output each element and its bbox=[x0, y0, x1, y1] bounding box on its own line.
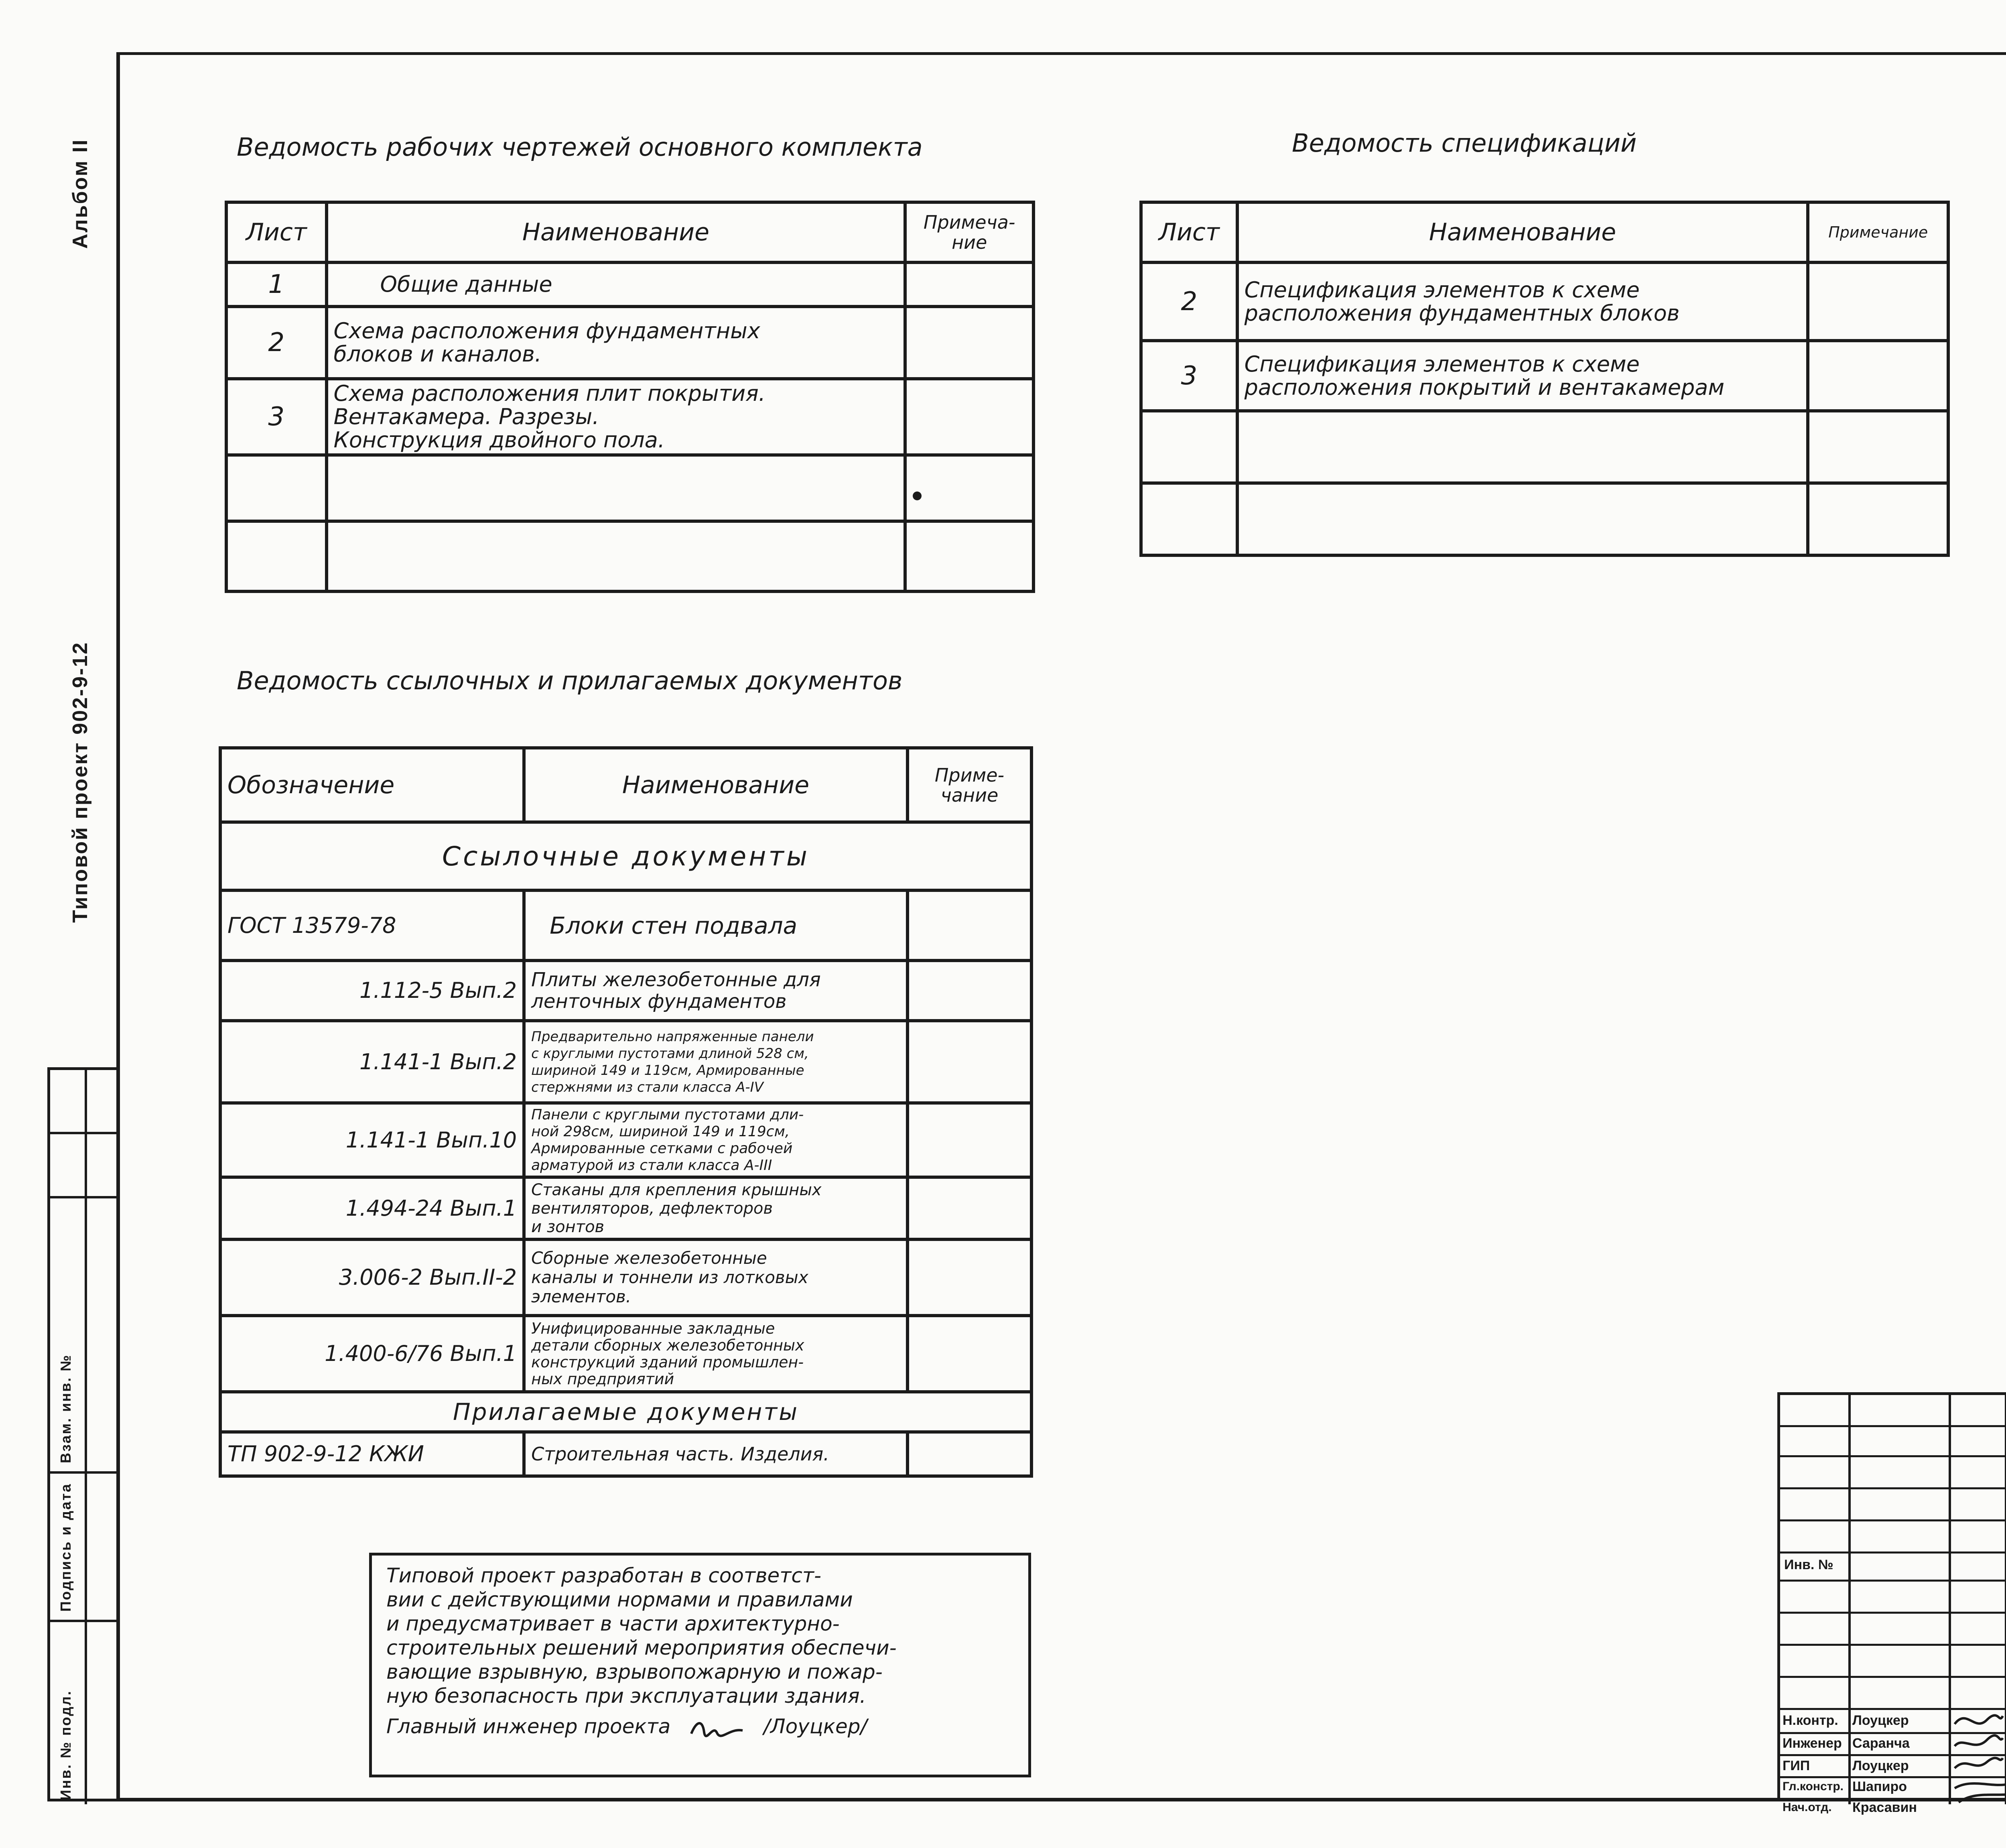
table-row bbox=[1141, 411, 1948, 483]
note-box bbox=[369, 1553, 1031, 1777]
header-note: Примеча- ние bbox=[905, 202, 1033, 262]
staff-role: ГИП bbox=[1783, 1758, 1810, 1773]
table-row: 1.141-1 Вып.10 Панели с круглыми пустотами дли- ной 298см, шириной 149 и 119см, Армированные сетками с рабочей арматурой из стали класса А-III bbox=[220, 1103, 1031, 1177]
title-block bbox=[1777, 1392, 2006, 1815]
section-reference-docs: Ссылочные документы bbox=[220, 822, 1031, 890]
staff-role: Нач.отд. bbox=[1783, 1801, 1832, 1814]
table-row: 1.494-24 Вып.1 Стаканы для крепления крышных вентиляторов, дефлекторов и зонтов bbox=[220, 1177, 1031, 1239]
header-name: Наименование bbox=[524, 748, 908, 822]
table-row: ТП 902-9-12 КЖИ Строительная часть. Изделия. bbox=[220, 1432, 1031, 1476]
staff-name: Саранча bbox=[1852, 1736, 1910, 1751]
signatures-scribbles bbox=[1951, 1708, 2006, 1804]
inv-number-label: Инв. № bbox=[1784, 1557, 1833, 1572]
staff-role: Инженер bbox=[1783, 1736, 1842, 1751]
signature-scribble bbox=[689, 1716, 745, 1740]
stamp-inv-orig: Инв. № подл. bbox=[57, 1690, 74, 1800]
header-sheet: Лист bbox=[226, 202, 327, 262]
chief-engineer-name: /Лоуцкер/ bbox=[763, 1715, 867, 1738]
drawings-list-table bbox=[225, 201, 1035, 593]
table-row: 3 Спецификация элементов к схеме расположения покрытий и вентакамерам bbox=[1141, 341, 1948, 411]
table-row: 1.112-5 Вып.2 Плиты железобетонные для ленточных фундаментов bbox=[220, 961, 1031, 1021]
staff-name: Лоуцкер bbox=[1852, 1713, 1909, 1728]
specifications-list-table bbox=[1139, 201, 1950, 557]
staff-name: Лоуцкер bbox=[1852, 1758, 1909, 1773]
header-sheet: Лист bbox=[1141, 202, 1237, 262]
table-row: 1 Общие данные bbox=[226, 262, 1033, 307]
header-name: Наименование bbox=[1237, 202, 1808, 262]
stamp-sign-date: Подпись и дата bbox=[57, 1483, 74, 1612]
side-stamp bbox=[47, 1067, 116, 1801]
staff-name: Шапиро bbox=[1852, 1779, 1907, 1794]
table-row: 2 Спецификация элементов к схеме расположения фундаментных блоков bbox=[1141, 262, 1948, 341]
specifications-list-title: Ведомость спецификаций bbox=[1292, 128, 1637, 158]
table-row: 1.141-1 Вып.2 Предварительно напряженные панели с круглыми пустотами длиной 528 см, шириной 149 и 119см, Армированные стержнями из стали класса А-IV bbox=[220, 1021, 1031, 1103]
header-note: Примечание bbox=[1808, 202, 1948, 262]
section-attached-docs: Прилагаемые документы bbox=[220, 1392, 1031, 1432]
header-note: Приме- чание bbox=[908, 748, 1031, 822]
chief-engineer-label: Главный инженер проекта bbox=[386, 1715, 671, 1738]
album-label: Альбом II bbox=[69, 138, 92, 249]
table-row bbox=[226, 521, 1033, 591]
table-row: 1.400-6/76 Вып.1 Унифицированные закладные детали сборных железобетонных конструкций зданий промышлен- ных предприятий bbox=[220, 1316, 1031, 1392]
project-label: Типовой проект 902-9-12 bbox=[69, 641, 92, 923]
table-row bbox=[226, 455, 1033, 521]
reference-docs-title: Ведомость ссылочных и прилагаемых документов bbox=[237, 666, 903, 695]
note-text: Типовой проект разработан в соответст- вии с действующими нормами и правилами и предусматривает в части архитектурно- строительных решений мероприятия обеспечи- вающие взрывную, взрывопожарную и пожар- ную безопасность при эксплуатации здания. bbox=[386, 1564, 897, 1708]
ink-dot bbox=[913, 491, 922, 500]
header-designation: Обозначение bbox=[220, 748, 524, 822]
staff-role: Гл.констр. bbox=[1783, 1780, 1844, 1793]
staff-name: Красавин bbox=[1852, 1800, 1917, 1815]
title-block-grid bbox=[1777, 1392, 2006, 1815]
table-row: 3 Схема расположения плит покрытия. Вентакамера. Разрезы. Конструкция двойного пола. bbox=[226, 379, 1033, 455]
reference-docs-table bbox=[219, 746, 1033, 1478]
staff-role: Н.контр. bbox=[1783, 1713, 1838, 1728]
drawings-list-title: Ведомость рабочих чертежей основного комплекта bbox=[237, 132, 923, 162]
table-row: 3.006-2 Вып.II-2 Сборные железобетонные каналы и тоннели из лотковых элементов. bbox=[220, 1239, 1031, 1316]
header-name: Наименование bbox=[327, 202, 906, 262]
table-row: ГОСТ 13579-78 Блоки стен подвала bbox=[220, 890, 1031, 961]
table-row: 2 Схема расположения фундаментных блоков и каналов. bbox=[226, 307, 1033, 379]
table-row bbox=[1141, 483, 1948, 555]
stamp-replace-inv: Взам. инв. № bbox=[57, 1354, 74, 1463]
